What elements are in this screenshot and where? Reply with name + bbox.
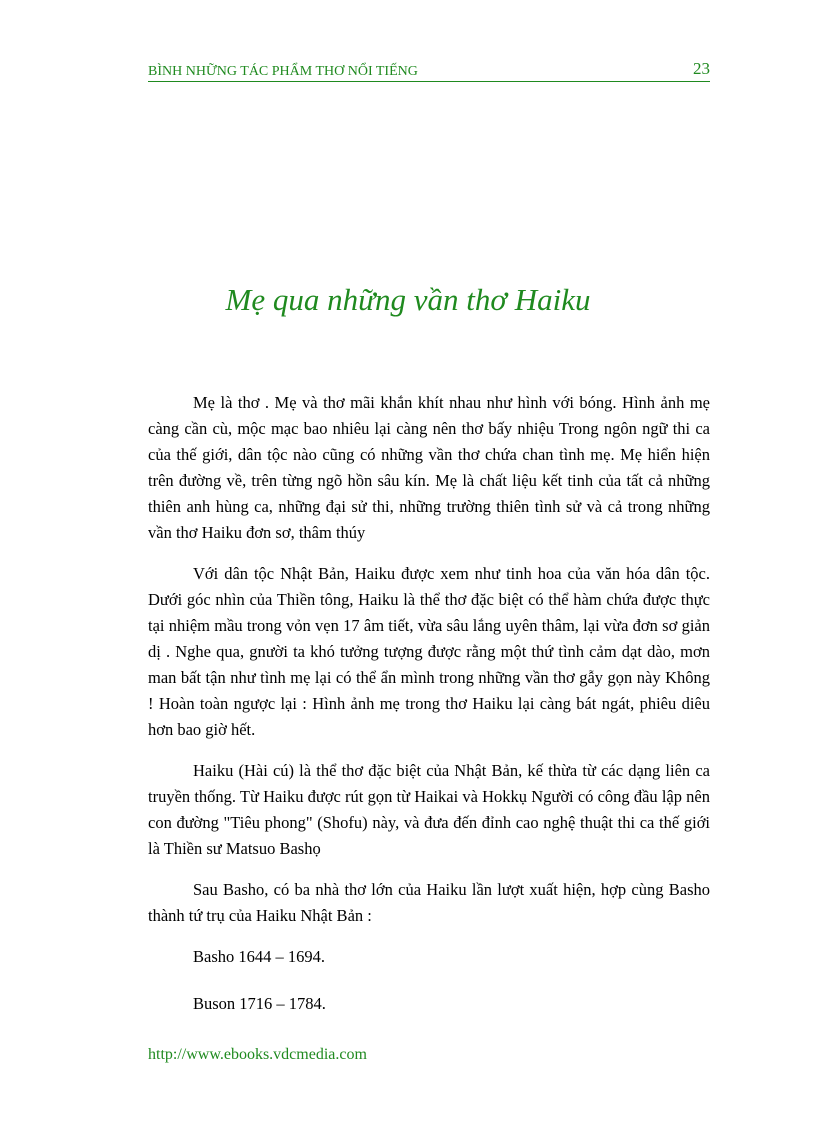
chapter-title: Mẹ qua những vần thơ Haiku [225, 282, 591, 317]
poet-line-basho: Basho 1644 – 1694. [193, 947, 325, 966]
running-header [148, 60, 710, 82]
paragraph-japan: Với dân tộc Nhật Bản, Haiku được xem như tinh hoa của văn hóa dân tộc. Dưới góc nhìn của Thiền tông, Haiku là thể thơ đặc biệt có thể hàm chứa được thực tại nhiệm mầu trong vỏn vẹn 17 âm tiết, vừa sâu lắng uyên thâm, lại vừa đơn sơ giản dị . Nghe qua, gnười ta khó tưởng tượng được rằng một thứ tình cảm dạt dào, mơn man bất tận như tình mẹ lại có thể ẩn mình trong những vần thơ gẫy gọn này Không ! Hoàn toàn ngược lại : Hình ảnh mẹ trong thơ Haiku lại càng bát ngát, phiêu diêu hơn bao giờ hết. [148, 564, 710, 739]
body-text [148, 390, 710, 1038]
paragraph-intro: Mẹ là thơ . Mẹ và thơ mãi khắn khít nhau như hình với bóng. Hình ảnh mẹ càng cần cù, mộc mạc bao nhiêu lại càng nên thơ bấy nhiệu Trong ngôn ngữ thi ca của thế giới, dân tộc nào cũng có những vần thơ chứa chan tình mẹ. Mẹ hiển hiện trên đường về, trên từng ngõ hồn sâu kín. Mẹ là chất liệu kết tinh của tất cả những thiên anh hùng ca, những đại sử thi, những trường thiên tình sử và cả trong những vần thơ Haiku đơn sơ, thâm thúy [148, 393, 710, 542]
poet-line-buson: Buson 1716 – 1784. [193, 994, 326, 1013]
footer-website-link[interactable]: http://www.ebooks.vdcmedia.com [148, 1046, 367, 1063]
header-book-title: BÌNH NHỮNG TÁC PHẨM THƠ NỔI TIẾNG [148, 64, 418, 79]
page-number: 23 [693, 59, 710, 78]
paragraph-haiku-origin: Haiku (Hài cú) là thể thơ đặc biệt của Nhật Bản, kế thừa từ các dạng liên ca truyền thống. Từ Haiku được rút gọn từ Haikai và Hokkụ Người có công đầu lập nên con đường "Tiêu phong" (Shofu) này, và đưa đến đỉnh cao nghệ thuật thi ca thế giới là Thiền sư Matsuo Bashọ [148, 761, 710, 858]
paragraph-four-pillars: Sau Basho, có ba nhà thơ lớn của Haiku lần lượt xuất hiện, hợp cùng Basho thành tứ trụ của Haiku Nhật Bản : [148, 880, 710, 925]
